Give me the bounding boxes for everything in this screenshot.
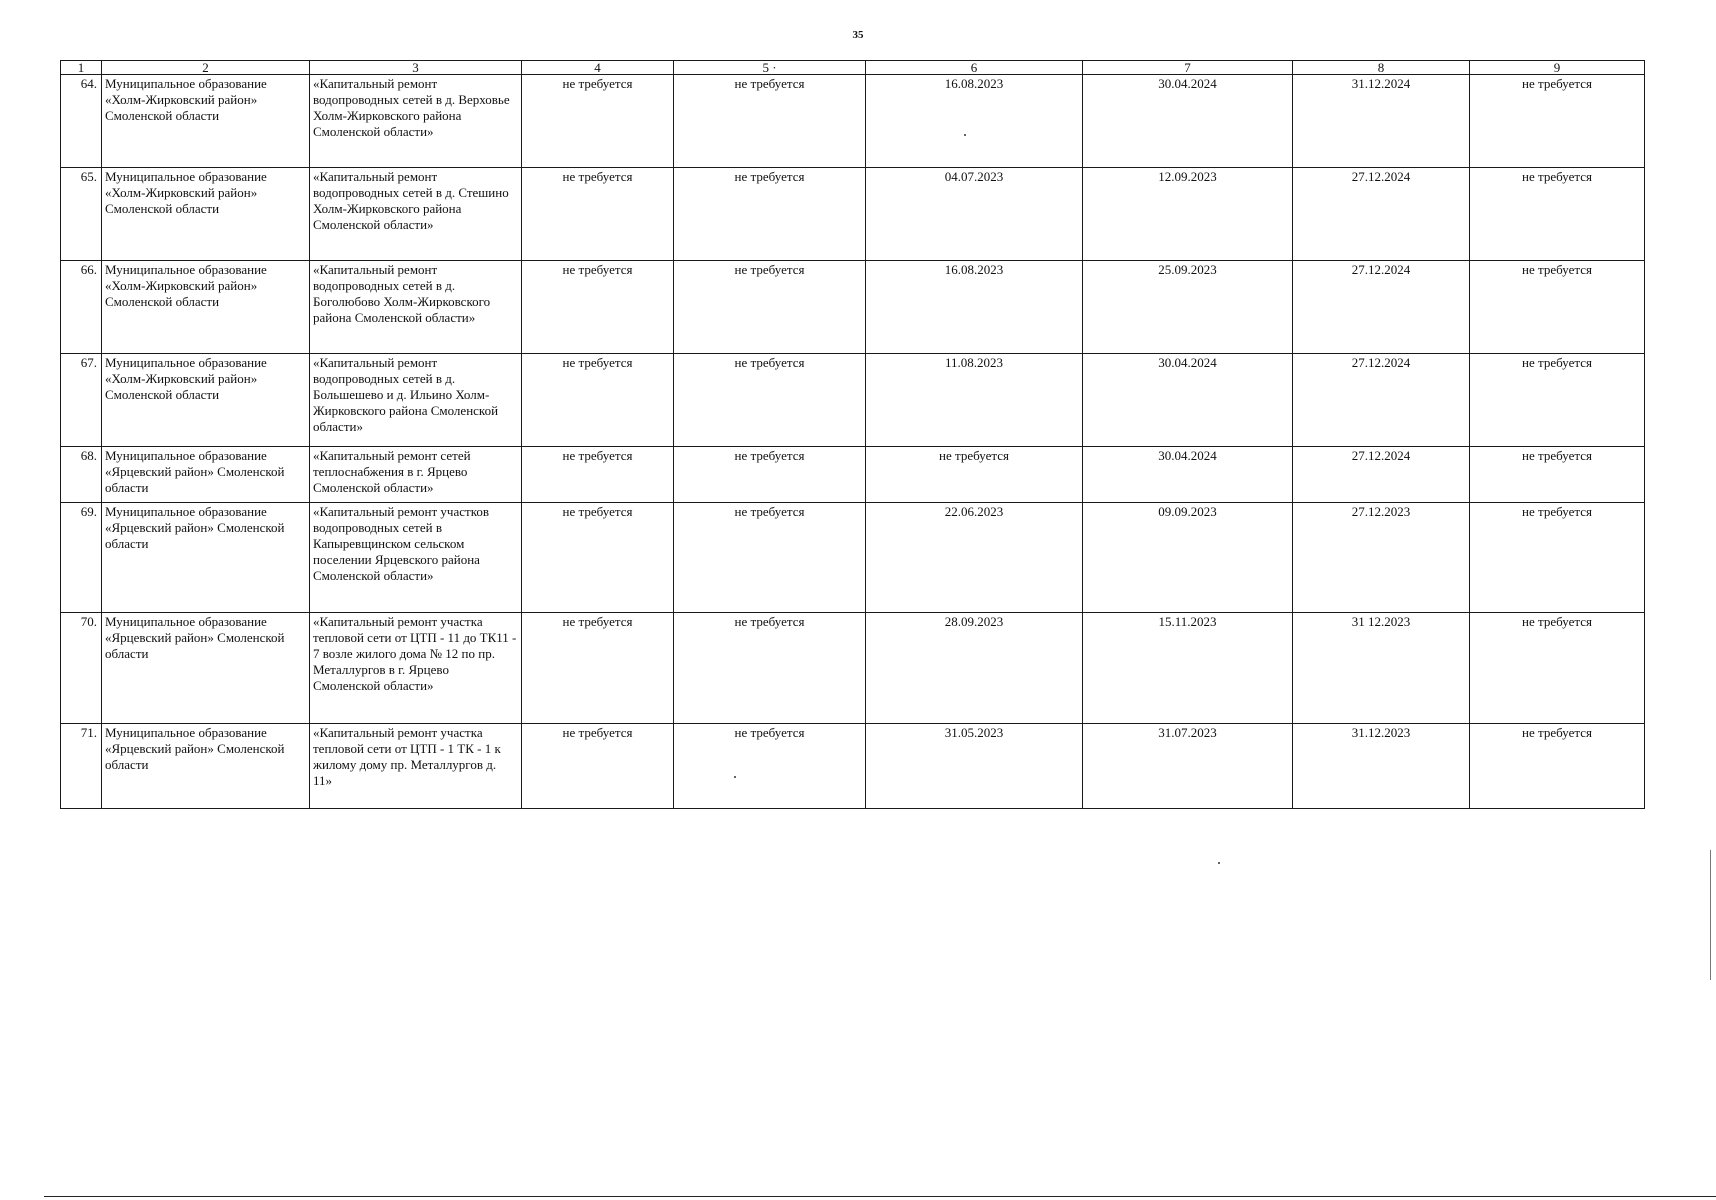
table-cell: 16.08.2023 (866, 261, 1083, 354)
municipality-cell: Муниципальное образование «Холм-Жирковский район» Смоленской области (102, 354, 310, 447)
object-cell: «Капитальный ремонт участка тепловой сети от ЦТП - 11 до ТК11 - 7 возле жилого дома № 12 по пр. Металлургов в г. Ярцево Смоленской области» (310, 613, 522, 724)
table-cell: 31.05.2023 (866, 724, 1083, 809)
table-row (61, 613, 1645, 724)
table-cell: не требуется (1470, 75, 1645, 168)
table-row (61, 354, 1645, 447)
table-cell: не требуется (522, 261, 674, 354)
table-cell: не требуется (1470, 447, 1645, 503)
table-cell: 31 12.2023 (1293, 613, 1470, 724)
table-cell: 31.12.2024 (1293, 75, 1470, 168)
table-cell: не требуется (1470, 261, 1645, 354)
column-header: 3 (310, 61, 522, 75)
scan-speck (734, 776, 736, 778)
table-cell: не требуется (866, 447, 1083, 503)
table-cell: 28.09.2023 (866, 613, 1083, 724)
table-cell: 04.07.2023 (866, 168, 1083, 261)
object-cell: «Капитальный ремонт водопроводных сетей в д. Боголюбово Холм-Жирковского района Смоленской области» (310, 261, 522, 354)
table-cell: 31.12.2023 (1293, 724, 1470, 809)
object-cell: «Капитальный ремонт водопроводных сетей в д. Верховье Холм-Жирковского района Смоленской области» (310, 75, 522, 168)
row-number: 70. (61, 613, 102, 724)
municipality-cell: Муниципальное образование «Ярцевский район» Смоленской области (102, 724, 310, 809)
table-cell: не требуется (674, 503, 866, 613)
municipality-cell: Муниципальное образование «Ярцевский район» Смоленской области (102, 503, 310, 613)
municipality-cell: Муниципальное образование «Ярцевский район» Смоленской области (102, 447, 310, 503)
table-row (61, 168, 1645, 261)
table-cell: 22.06.2023 (866, 503, 1083, 613)
object-cell: «Капитальный ремонт участков водопроводных сетей в Капыревщинском сельском поселении Ярцевского района Смоленской области» (310, 503, 522, 613)
table-cell: не требуется (1470, 724, 1645, 809)
column-number-row (61, 61, 1645, 75)
table-cell: 31.07.2023 (1083, 724, 1293, 809)
table-cell: не требуется (674, 168, 866, 261)
table-cell: не требуется (674, 354, 866, 447)
table-cell: 11.08.2023 (866, 354, 1083, 447)
table-cell: не требуется (522, 75, 674, 168)
table-cell: 27.12.2024 (1293, 354, 1470, 447)
column-header: 8 (1293, 61, 1470, 75)
table-cell: не требуется (522, 447, 674, 503)
object-cell: «Капитальный ремонт участка тепловой сети от ЦТП - 1 ТК - 1 к жилому дому пр. Металлургов д. 11» (310, 724, 522, 809)
column-header: 6 (866, 61, 1083, 75)
row-number: 69. (61, 503, 102, 613)
table-cell: не требуется (522, 503, 674, 613)
table-cell: не требуется (522, 724, 674, 809)
municipality-cell: Муниципальное образование «Холм-Жирковский район» Смоленской области (102, 168, 310, 261)
row-number: 67. (61, 354, 102, 447)
object-cell: «Капитальный ремонт водопроводных сетей в д. Стешино Холм-Жирковского района Смоленской области» (310, 168, 522, 261)
row-number: 68. (61, 447, 102, 503)
table-cell: не требуется (674, 724, 866, 809)
table-cell: не требуется (1470, 168, 1645, 261)
object-cell: «Капитальный ремонт сетей теплоснабжения в г. Ярцево Смоленской области» (310, 447, 522, 503)
table-cell: 30.04.2024 (1083, 75, 1293, 168)
column-header: 1 (61, 61, 102, 75)
municipality-cell: Муниципальное образование «Холм-Жирковский район» Смоленской области (102, 75, 310, 168)
column-header: 7 (1083, 61, 1293, 75)
table-cell: 12.09.2023 (1083, 168, 1293, 261)
table-cell: 27.12.2024 (1293, 261, 1470, 354)
table-cell: 25.09.2023 (1083, 261, 1293, 354)
table-cell: 16.08.2023 (866, 75, 1083, 168)
table-cell: не требуется (1470, 613, 1645, 724)
table-cell: не требуется (522, 168, 674, 261)
row-number: 71. (61, 724, 102, 809)
table-cell: не требуется (674, 613, 866, 724)
table-cell: 09.09.2023 (1083, 503, 1293, 613)
table-cell: 30.04.2024 (1083, 447, 1293, 503)
table-cell: не требуется (674, 75, 866, 168)
row-number: 65. (61, 168, 102, 261)
table-row (61, 75, 1645, 168)
table-cell: не требуется (674, 261, 866, 354)
column-header: 2 (102, 61, 310, 75)
table-cell: 27.12.2023 (1293, 503, 1470, 613)
table-cell: 30.04.2024 (1083, 354, 1293, 447)
page-number: 35 (852, 29, 864, 41)
table-cell: не требуется (674, 447, 866, 503)
column-header: 9 (1470, 61, 1645, 75)
municipality-cell: Муниципальное образование «Ярцевский район» Смоленской области (102, 613, 310, 724)
column-header: 4 (522, 61, 674, 75)
scan-speck (964, 134, 966, 136)
municipality-cell: Муниципальное образование «Холм-Жирковский район» Смоленской области (102, 261, 310, 354)
table-cell: не требуется (1470, 503, 1645, 613)
table-cell: не требуется (522, 613, 674, 724)
table-cell: не требуется (1470, 354, 1645, 447)
scan-speck (1218, 862, 1220, 864)
table-row (61, 724, 1645, 809)
table-row (61, 261, 1645, 354)
row-number: 66. (61, 261, 102, 354)
table-cell: 27.12.2024 (1293, 168, 1470, 261)
object-cell: «Капитальный ремонт водопроводных сетей в д. Большешево и д. Ильино Холм-Жирковского района Смоленской области» (310, 354, 522, 447)
table-cell: не требуется (522, 354, 674, 447)
schedule-table (60, 60, 1645, 809)
table-row (61, 447, 1645, 503)
table-row (61, 503, 1645, 613)
column-header: 5 · (674, 61, 866, 75)
bottom-rule (44, 1196, 1716, 1197)
row-number: 64. (61, 75, 102, 168)
table-cell: 27.12.2024 (1293, 447, 1470, 503)
scan-edge-mark (1710, 850, 1711, 980)
table-cell: 15.11.2023 (1083, 613, 1293, 724)
